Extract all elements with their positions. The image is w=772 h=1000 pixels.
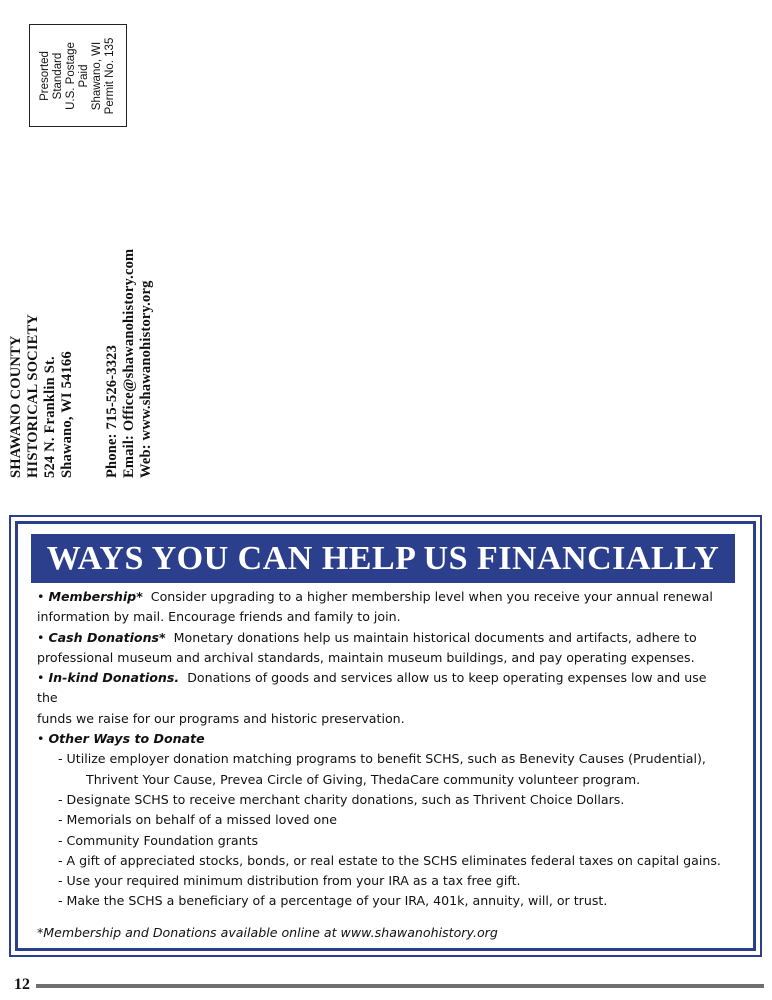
return-address-line: SHAWANO COUNTY <box>8 335 24 478</box>
sub-item: - Memorials on behalf of a missed loved one <box>58 812 337 828</box>
donation-box <box>9 515 762 957</box>
contact-phone: Phone: 715-526-3323 <box>104 344 120 478</box>
list-item <box>37 668 727 729</box>
item-text: funds we raise for our programs and historic preservation. <box>37 710 405 726</box>
other-ways-list <box>37 749 727 911</box>
sub-item: - Designate SCHS to receive merchant charity donations, such as Thrivent Choice Dollars. <box>58 791 625 807</box>
sub-item: - A gift of appreciated stocks, bonds, or real estate to the SCHS eliminates federal taxes on capital gains. <box>58 852 721 868</box>
postage-text <box>39 37 117 114</box>
contact-info <box>104 249 155 478</box>
bullet: • <box>37 589 49 604</box>
other-ways-label: Other Ways to Donate <box>48 731 205 747</box>
postage-line: Standard <box>52 52 64 99</box>
item-text: Consider upgrading to a higher membership level when you receive your annual renewal <box>150 589 713 604</box>
postage-line: Presorted <box>39 50 51 101</box>
postage-line: Permit No. 135 <box>104 37 116 114</box>
postage-line: U.S. Postage <box>65 41 77 110</box>
list-item <box>37 729 727 749</box>
return-address-line: HISTORICAL SOCIETY <box>25 313 41 478</box>
bullet: • <box>37 629 49 645</box>
sub-item: - Utilize employer donation matching programs to benefit SCHS, such as Benevity Causes (Prudential), <box>58 751 706 767</box>
list-item <box>37 628 727 669</box>
postage-indicia <box>29 24 127 127</box>
return-address-line: 524 N. Franklin St. <box>42 356 58 478</box>
item-label: Cash Donations* <box>48 629 166 645</box>
item-text: information by mail. Encourage friends and family to join. <box>37 609 401 625</box>
banner-title: WAYS YOU CAN HELP US FINANCIALLY <box>31 534 735 583</box>
footer-rule <box>36 984 764 988</box>
donation-content <box>37 587 727 943</box>
sub-item: - Community Foundation grants <box>58 832 259 848</box>
bullet: • <box>37 731 49 747</box>
return-address <box>8 314 76 478</box>
return-address-line: Shawano, WI 54166 <box>59 351 75 478</box>
contact-email: Email: Office@shawanohistory.com <box>121 248 137 478</box>
item-label: Membership* <box>48 589 143 604</box>
sub-item-continuation: Thrivent Your Cause, Prevea Circle of Giving, ThedaCare community volunteer program. <box>86 771 641 787</box>
list-item <box>37 587 727 628</box>
item-text: Donations of goods and services allow us to keep operating expenses low and use the <box>37 670 707 706</box>
bullet: • <box>37 670 49 686</box>
sub-item: - Use your required minimum distribution from your IRA as a tax free gift. <box>58 873 521 889</box>
postage-line: Shawano, WI <box>91 41 103 110</box>
item-label: In-kind Donations. <box>48 670 180 686</box>
postage-line: Paid <box>78 63 90 88</box>
item-text: Monetary donations help us maintain historical documents and artifacts, adhere to <box>173 629 697 645</box>
footnote: *Membership and Donations available online at www.shawanohistory.org <box>37 924 498 940</box>
item-text: professional museum and archival standards, maintain museum buildings, and pay operating expenses. <box>37 649 695 665</box>
page-number: 12 <box>14 976 30 993</box>
sub-item: - Make the SCHS a beneficiary of a percentage of your IRA, 401k, annuity, will, or trust. <box>58 893 608 909</box>
contact-web: Web: www.shawanohistory.org <box>138 280 154 478</box>
